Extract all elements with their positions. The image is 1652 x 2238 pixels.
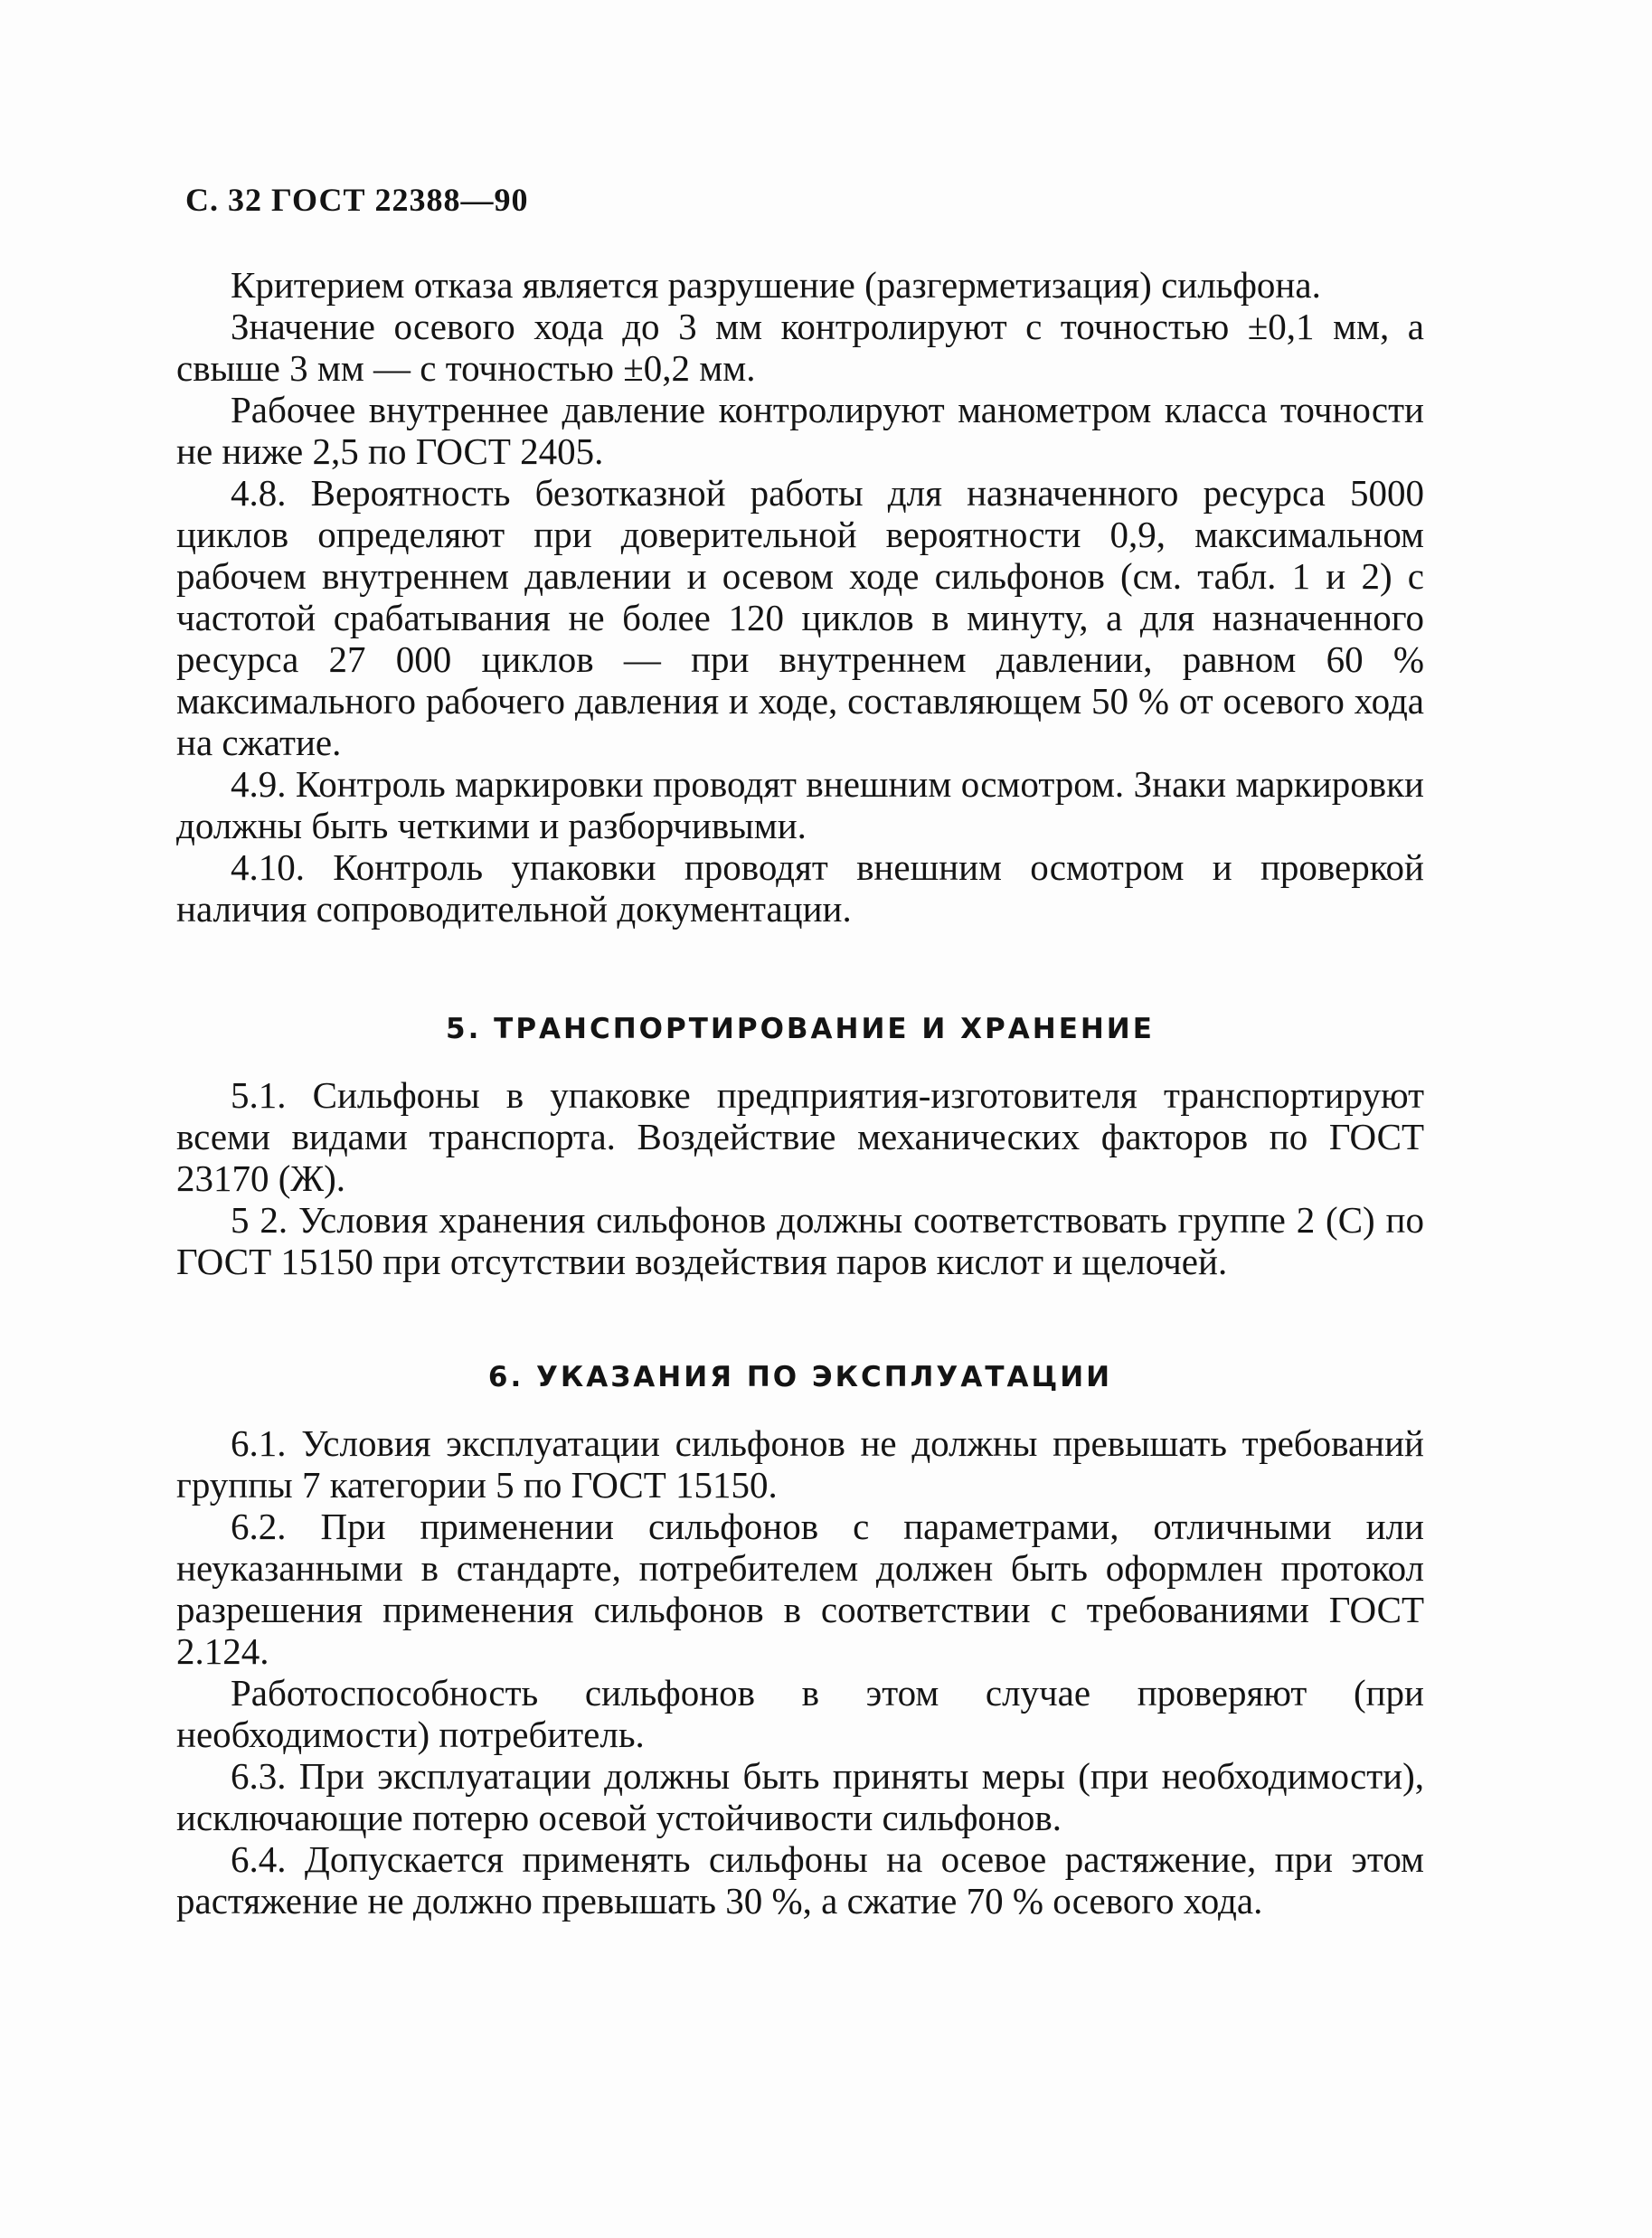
section-5-heading: 5. ТРАНСПОРТИРОВАНИЕ И ХРАНЕНИЕ: [446, 1013, 1155, 1045]
paragraph-4-8: 4.8. Вероятность безотказной работы для назначенного ресурса 5000 циклов определяют при доверительной вероятности 0,9, максимальном рабочем внутреннем давлении и осевом ходе сильфонов (см. табл. 1 и 2) с частотой срабатывания не более 120 циклов в минуту, а для назначенного ресурса 27 000 циклов — при внутреннем давлении, равном 60 % максимального рабочего давления и ходе, составляющем 50 % от осевого хода на сжатие.: [176, 472, 1424, 763]
paragraph-6-3: 6.3. При эксплуатации должны быть приняты меры (при необходимости), исключающие потерю осевой устойчивости сильфонов.: [176, 1755, 1424, 1838]
paragraph-5-1: 5.1. Сильфоны в упаковке предприятия-изготовителя транспортируют всеми видами транспорта. Воздействие механических факторов по ГОСТ 23170 (Ж).: [176, 1074, 1424, 1199]
paragraph-6-1: 6.1. Условия эксплуатации сильфонов не должны превышать требований группы 7 категории 5 по ГОСТ 15150.: [176, 1422, 1424, 1506]
section-4-continuation: [176, 264, 1424, 930]
paragraph-6-2: 6.2. При применении сильфонов с параметрами, отличными или неуказанными в стандарте, потребителем должен быть оформлен протокол разрешения применения сильфонов в соответствии с требованиями ГОСТ 2.124.: [176, 1506, 1424, 1672]
paragraph-6-4: 6.4. Допускается применять сильфоны на осевое растяжение, при этом растяжение не должно превышать 30 %, а сжатие 70 % осевого хода.: [176, 1838, 1424, 1922]
paragraph-failure-criterion: Критерием отказа является разрушение (разгерметизация) сильфона.: [231, 264, 1321, 306]
page-header: С. 32 ГОСТ 22388—90: [185, 182, 529, 218]
section-5-body: [176, 1074, 1424, 1282]
section-6-heading: 6. УКАЗАНИЯ ПО ЭКСПЛУАТАЦИИ: [487, 1361, 1113, 1393]
paragraph-5-2: 5 2. Условия хранения сильфонов должны соответствовать группе 2 (С) по ГОСТ 15150 при отсутствии воздействия паров кислот и щелочей.: [176, 1199, 1424, 1282]
paragraph-operability: Работоспособность сильфонов в этом случае проверяют (при необходимости) потребитель.: [176, 1672, 1424, 1755]
paragraph-4-10: 4.10. Контроль упаковки проводят внешним осмотром и проверкой наличия сопроводительной документации.: [176, 846, 1424, 930]
section-6-body: [176, 1422, 1424, 1922]
paragraph-pressure-gauge: Рабочее внутреннее давление контролируют манометром класса точности не ниже 2,5 по ГОСТ 2405.: [176, 389, 1424, 472]
paragraph-axial-stroke-accuracy: Значение осевого хода до 3 мм контролируют с точностью ±0,1 мм, а свыше 3 мм — с точностью ±0,2 мм.: [176, 306, 1424, 389]
paragraph-4-9: 4.9. Контроль маркировки проводят внешним осмотром. Знаки маркировки должны быть четкими и разборчивыми.: [176, 763, 1424, 846]
